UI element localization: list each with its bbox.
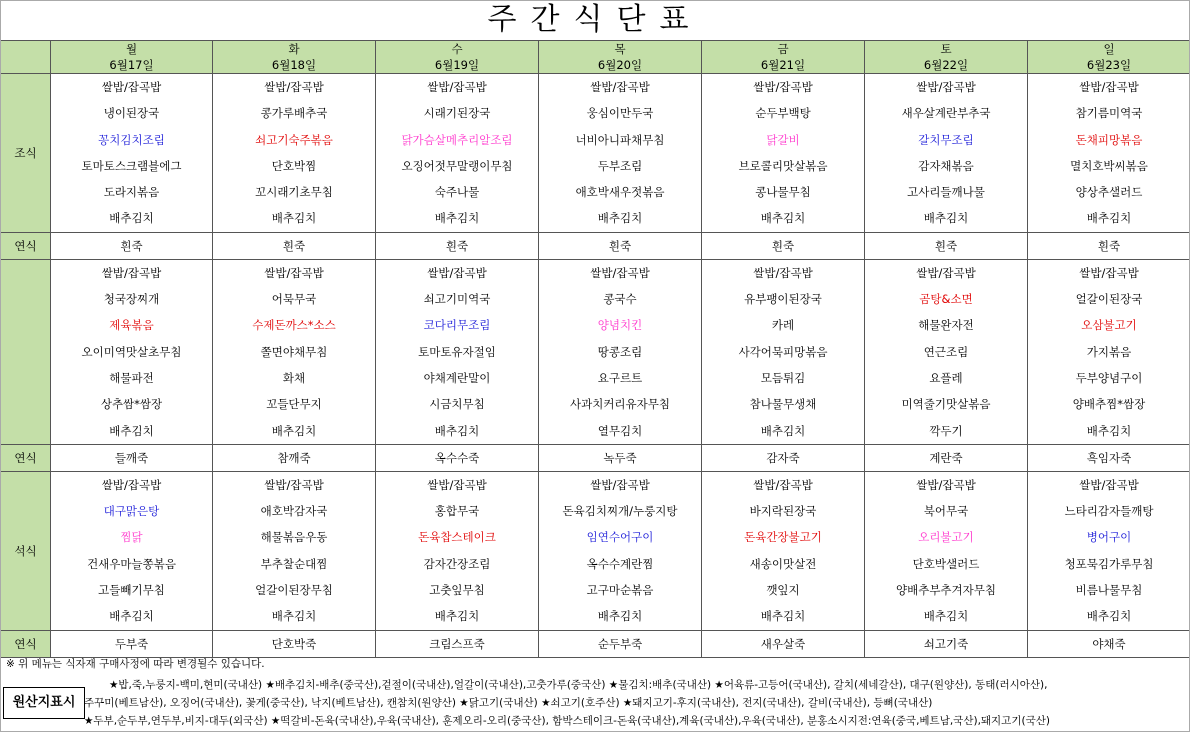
menu-item: 비름나물무침	[1028, 577, 1190, 603]
menu-item: 감자간장조림	[376, 551, 539, 577]
day-date-6: 6월23일	[1028, 57, 1190, 74]
menu-item: 토마토유자절임	[376, 339, 539, 365]
menu-item: 쌀밥/잡곡밥	[1028, 74, 1190, 101]
menu-item: 돈육김치찌개/누룽지탕	[539, 498, 702, 524]
origin-line-1: ★밥,죽,누룽지-백미,현미(국내산) ★배추김치-배추(중국산),겉절이(국내산),얼갈이(국내산),고춧가루(중국산) ★물김치:배추(국내산) ★어육류-고등어(국내산), 갈치(세네갈산), 대구(원양산), 동태(러시아산),	[109, 679, 1048, 691]
menu-item: 감자채볶음	[865, 153, 1028, 179]
menu-item: 대구맑은탕	[51, 498, 213, 524]
menu-item: 고춧잎무침	[376, 577, 539, 603]
menu-item: 배추김치	[539, 205, 702, 232]
menu-item: 화채	[213, 365, 376, 391]
menu-item: 고들빼기무침	[51, 577, 213, 603]
menu-item: 배추김치	[51, 205, 213, 232]
menu-item: 얼갈이된장국	[1028, 286, 1190, 312]
menu-item: 두부양념구이	[1028, 365, 1190, 391]
meal-row	[1, 524, 1190, 550]
snack-label: 연식	[1, 630, 51, 657]
meal-row	[1, 577, 1190, 603]
menu-item: 냉이된장국	[51, 100, 213, 126]
menu-item: 너비아니파채무침	[539, 127, 702, 153]
menu-item: 쌀밥/잡곡밥	[376, 74, 539, 101]
day-date-4: 6월21일	[702, 57, 865, 74]
meal-row	[1, 471, 1190, 498]
menu-item: 오징어젓무말랭이무침	[376, 153, 539, 179]
menu-item: 들깨죽	[51, 444, 213, 471]
menu-item: 배추김치	[376, 205, 539, 232]
snack-label: 연식	[1, 444, 51, 471]
menu-item: 미역줄기맛살볶음	[865, 391, 1028, 417]
menu-item: 새송이맛살전	[702, 551, 865, 577]
day-name-3: 목	[539, 41, 702, 58]
day-name-0: 월	[51, 41, 213, 58]
menu-item: 오삼불고기	[1028, 312, 1190, 338]
menu-item: 웅심이만두국	[539, 100, 702, 126]
menu-item: 새우살죽	[702, 630, 865, 657]
menu-item: 배추김치	[1028, 205, 1190, 232]
menu-item: 꼬들단무지	[213, 391, 376, 417]
menu-item: 쌀밥/잡곡밥	[213, 259, 376, 286]
menu-item: 돈육찹스테이크	[376, 524, 539, 550]
menu-item: 요플레	[865, 365, 1028, 391]
meal-row	[1, 179, 1190, 205]
menu-item: 가지볶음	[1028, 339, 1190, 365]
menu-item: 얼갈이된장무침	[213, 577, 376, 603]
menu-item: 쌀밥/잡곡밥	[51, 471, 213, 498]
menu-item: 흰죽	[702, 232, 865, 259]
menu-item: 쌀밥/잡곡밥	[539, 471, 702, 498]
menu-item: 양상추샐러드	[1028, 179, 1190, 205]
menu-item: 고사리들깨나물	[865, 179, 1028, 205]
menu-item: 쌀밥/잡곡밥	[1028, 259, 1190, 286]
meal-row	[1, 312, 1190, 338]
menu-item: 쌀밥/잡곡밥	[213, 471, 376, 498]
menu-item: 열무김치	[539, 418, 702, 445]
menu-item: 흰죽	[865, 232, 1028, 259]
menu-item: 야채죽	[1028, 630, 1190, 657]
menu-item: 단호박죽	[213, 630, 376, 657]
menu-item: 깍두기	[865, 418, 1028, 445]
menu-item: 콩가루배추국	[213, 100, 376, 126]
menu-item: 사과치커리유자무침	[539, 391, 702, 417]
menu-item: 배추김치	[51, 418, 213, 445]
menu-item: 쌀밥/잡곡밥	[702, 74, 865, 101]
menu-item: 참깨죽	[213, 444, 376, 471]
menu-item: 흰죽	[213, 232, 376, 259]
menu-item: 쌀밥/잡곡밥	[539, 259, 702, 286]
menu-item: 홍합무국	[376, 498, 539, 524]
day-date-0: 6월17일	[51, 57, 213, 74]
menu-item: 브로콜리맛살볶음	[702, 153, 865, 179]
menu-item: 시금치무침	[376, 391, 539, 417]
menu-item: 쌀밥/잡곡밥	[51, 259, 213, 286]
menu-item: 콩나물무침	[702, 179, 865, 205]
menu-item: 고구마순볶음	[539, 577, 702, 603]
menu-item: 병어구이	[1028, 524, 1190, 550]
menu-item: 야채계란말이	[376, 365, 539, 391]
menu-item: 갈치무조림	[865, 127, 1028, 153]
menu-item: 코다리무조림	[376, 312, 539, 338]
header-corner	[1, 41, 51, 74]
menu-item: 부추찰순대찜	[213, 551, 376, 577]
menu-item: 깻잎지	[702, 577, 865, 603]
menu-item: 쌀밥/잡곡밥	[702, 471, 865, 498]
menu-item: 토마토스크램블에그	[51, 153, 213, 179]
menu-item: 어묵무국	[213, 286, 376, 312]
menu-item: 사각어묵피망볶음	[702, 339, 865, 365]
menu-item: 멸치호박씨볶음	[1028, 153, 1190, 179]
meal-row	[1, 551, 1190, 577]
menu-item: 배추김치	[51, 603, 213, 630]
snack-row	[1, 630, 1190, 657]
menu-item: 해물완자전	[865, 312, 1028, 338]
menu-item: 돈채피망볶음	[1028, 127, 1190, 153]
day-name-5: 토	[865, 41, 1028, 58]
menu-item: 흑임자죽	[1028, 444, 1190, 471]
menu-item: 배추김치	[376, 418, 539, 445]
menu-item: 배추김치	[702, 205, 865, 232]
menu-item: 애호박감자국	[213, 498, 376, 524]
menu-item: 참나물무생채	[702, 391, 865, 417]
menu-item: 청국장찌개	[51, 286, 213, 312]
menu-item: 쇠고기미역국	[376, 286, 539, 312]
meal-row	[1, 153, 1190, 179]
menu-item: 찜닭	[51, 524, 213, 550]
menu-item: 카레	[702, 312, 865, 338]
meal-label	[1, 259, 51, 444]
menu-item: 감자죽	[702, 444, 865, 471]
day-date-1: 6월18일	[213, 57, 376, 74]
menu-item: 양배추부추겨자무침	[865, 577, 1028, 603]
menu-item: 꽁치김치조림	[51, 127, 213, 153]
day-name-2: 수	[376, 41, 539, 58]
snack-row	[1, 444, 1190, 471]
menu-item: 연근조림	[865, 339, 1028, 365]
menu-item: 건새우마늘쫑볶음	[51, 551, 213, 577]
menu-item: 녹두죽	[539, 444, 702, 471]
menu-item: 배추김치	[376, 603, 539, 630]
meal-row	[1, 100, 1190, 126]
menu-item: 곰탕&소면	[865, 286, 1028, 312]
menu-item: 배추김치	[1028, 603, 1190, 630]
day-name-4: 금	[702, 41, 865, 58]
meal-row	[1, 127, 1190, 153]
day-name-1: 화	[213, 41, 376, 58]
menu-item: 계란죽	[865, 444, 1028, 471]
menu-item: 해물파전	[51, 365, 213, 391]
menu-item: 쌀밥/잡곡밥	[865, 471, 1028, 498]
menu-change-note: ※ 위 메뉴는 식자재 구매사정에 따라 변경될수 있습니다.	[6, 658, 265, 670]
menu-item: 쌀밥/잡곡밥	[376, 259, 539, 286]
menu-item: 콩국수	[539, 286, 702, 312]
menu-item: 크림스프죽	[376, 630, 539, 657]
menu-item: 쌀밥/잡곡밥	[376, 471, 539, 498]
menu-item: 쌀밥/잡곡밥	[865, 74, 1028, 101]
menu-item: 배추김치	[865, 603, 1028, 630]
meal-row	[1, 74, 1190, 101]
menu-item: 쌀밥/잡곡밥	[1028, 471, 1190, 498]
menu-item: 상추쌈*쌈장	[51, 391, 213, 417]
menu-item: 배추김치	[213, 418, 376, 445]
menu-item: 쇠고기죽	[865, 630, 1028, 657]
menu-item: 쌀밥/잡곡밥	[213, 74, 376, 101]
menu-item: 꼬시래기초무침	[213, 179, 376, 205]
menu-item: 흰죽	[1028, 232, 1190, 259]
menu-item: 양념치킨	[539, 312, 702, 338]
menu-item: 느타리감자들깨탕	[1028, 498, 1190, 524]
menu-item: 흰죽	[376, 232, 539, 259]
meal-row	[1, 418, 1190, 445]
day-date-5: 6월22일	[865, 57, 1028, 74]
origin-line-2: 주꾸미(베트남산), 오징어(국내산), 꽃게(중국산), 낙지(베트남산), 캔참치(원양산) ★닭고기(국내산) ★쇠고기(호주산) ★돼지고기-후지(국내산), 전지(국내산), 갈비(국내산), 등뼈(국내산)	[84, 697, 933, 709]
snack-row	[1, 232, 1190, 259]
menu-item: 쌀밥/잡곡밥	[702, 259, 865, 286]
meal-row	[1, 603, 1190, 630]
menu-item: 새우살계란부추국	[865, 100, 1028, 126]
menu-item: 두부조림	[539, 153, 702, 179]
menu-item: 제육볶음	[51, 312, 213, 338]
menu-item: 옥수수계란찜	[539, 551, 702, 577]
menu-item: 닭갈비	[702, 127, 865, 153]
meal-row	[1, 391, 1190, 417]
origin-line-3: ★두부,순두부,연두부,비지-대두(외국산) ★떡갈비-돈육(국내산),우육(국내산), 훈제오리-오리(중국산), 함박스테이크-돈육(국내산),계육(국내산),우육(국내산), 분홍소시지전:연육(중국,베트남,국산),돼지고기(국산)	[84, 715, 1050, 727]
menu-item: 해물볶음우동	[213, 524, 376, 550]
meal-label: 조식	[1, 74, 51, 233]
menu-item: 쫄면야채무침	[213, 339, 376, 365]
menu-item: 유부팽이된장국	[702, 286, 865, 312]
menu-item: 시래기된장국	[376, 100, 539, 126]
menu-item: 임연수어구이	[539, 524, 702, 550]
menu-item: 쌀밥/잡곡밥	[539, 74, 702, 101]
origin-label: 원산지표시	[3, 687, 85, 719]
menu-item: 옥수수죽	[376, 444, 539, 471]
snack-label: 연식	[1, 232, 51, 259]
menu-item: 돈육간장불고기	[702, 524, 865, 550]
menu-item: 수제돈까스*소스	[213, 312, 376, 338]
menu-item: 배추김치	[702, 603, 865, 630]
menu-item: 모듬튀김	[702, 365, 865, 391]
weekly-menu-table	[0, 40, 1190, 658]
meal-row	[1, 498, 1190, 524]
menu-item: 요구르트	[539, 365, 702, 391]
menu-item: 참기름미역국	[1028, 100, 1190, 126]
menu-item: 배추김치	[213, 603, 376, 630]
meal-row	[1, 259, 1190, 286]
menu-item: 배추김치	[865, 205, 1028, 232]
menu-item: 쇠고기숙주볶음	[213, 127, 376, 153]
menu-item: 양배추찜*쌈장	[1028, 391, 1190, 417]
menu-item: 배추김치	[539, 603, 702, 630]
menu-item: 배추김치	[1028, 418, 1190, 445]
menu-item: 흰죽	[51, 232, 213, 259]
menu-item: 쌀밥/잡곡밥	[51, 74, 213, 101]
meal-label: 석식	[1, 471, 51, 630]
day-name-6: 일	[1028, 41, 1190, 58]
menu-item: 애호박새우젓볶음	[539, 179, 702, 205]
menu-item: 땅콩조림	[539, 339, 702, 365]
page-title: 주간식단표	[487, 2, 703, 37]
menu-item: 북어무국	[865, 498, 1028, 524]
menu-item: 쌀밥/잡곡밥	[865, 259, 1028, 286]
menu-item: 흰죽	[539, 232, 702, 259]
meal-row	[1, 339, 1190, 365]
menu-item: 단호박샐러드	[865, 551, 1028, 577]
meal-row	[1, 286, 1190, 312]
day-date-2: 6월19일	[376, 57, 539, 74]
menu-item: 바지락된장국	[702, 498, 865, 524]
meal-row	[1, 365, 1190, 391]
menu-item: 도라지볶음	[51, 179, 213, 205]
menu-item: 배추김치	[702, 418, 865, 445]
menu-item: 배추김치	[213, 205, 376, 232]
menu-item: 닭가슴살메추리알조림	[376, 127, 539, 153]
meal-row	[1, 205, 1190, 232]
menu-item: 오이미역맛살초무침	[51, 339, 213, 365]
menu-item: 순두부죽	[539, 630, 702, 657]
menu-item: 단호박찜	[213, 153, 376, 179]
menu-item: 순두부백탕	[702, 100, 865, 126]
menu-item: 오리불고기	[865, 524, 1028, 550]
menu-item: 두부죽	[51, 630, 213, 657]
menu-item: 숙주나물	[376, 179, 539, 205]
menu-item: 청포묵김가루무침	[1028, 551, 1190, 577]
day-date-3: 6월20일	[539, 57, 702, 74]
